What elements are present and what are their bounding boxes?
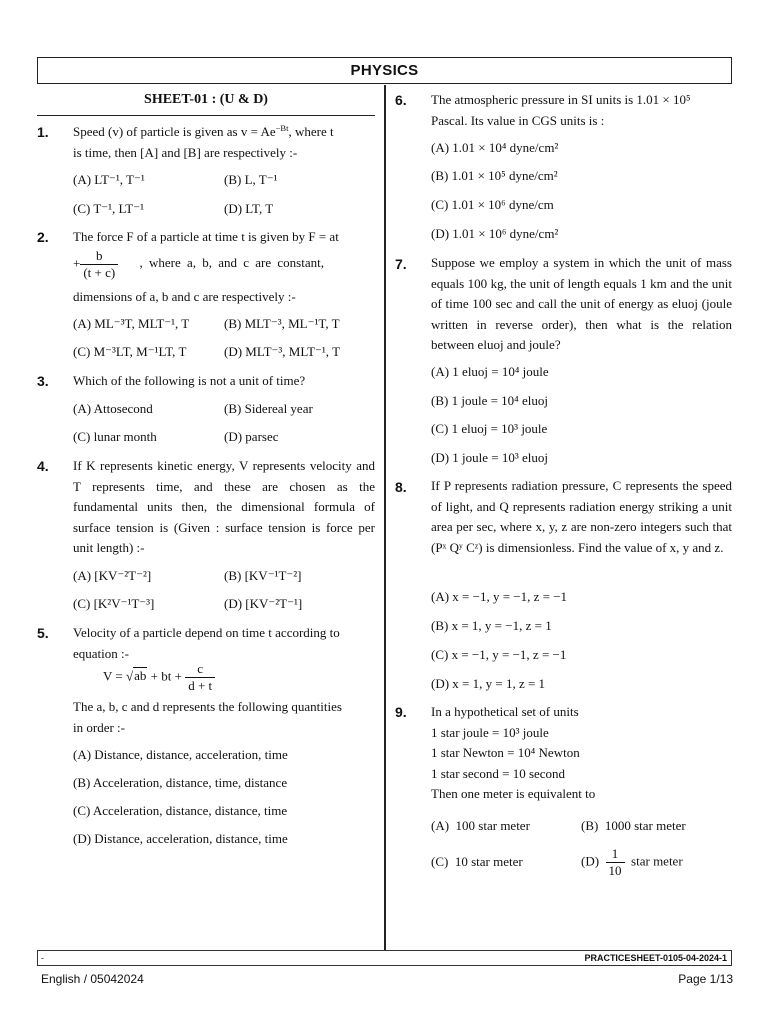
q2-line1: The force F of a particle at time t is given by F = at bbox=[73, 229, 339, 244]
q4-option-a[interactable]: (A) [KV⁻²T⁻²] bbox=[73, 568, 152, 583]
q2-option-b[interactable]: (B) MLT⁻³, ML⁻¹T, T bbox=[224, 316, 340, 331]
q3-option-d[interactable]: (D) parsec bbox=[224, 429, 279, 444]
q7-number: 7. bbox=[395, 256, 407, 272]
q5-equation: V = √ab + bt + $\frac{c}{d + t}$ bbox=[103, 661, 215, 694]
q2-fraction: $\frac{b}{(t + c)}$ bbox=[80, 248, 118, 281]
q6-option-a[interactable]: (A) 1.01 × 10⁴ dyne/cm² bbox=[431, 140, 559, 155]
q8-option-c[interactable]: (C) x = −1, y = −1, z = −1 bbox=[431, 647, 567, 662]
q5-line2: equation :- bbox=[73, 646, 129, 661]
subject-header: PHYSICS bbox=[37, 57, 732, 84]
q5-option-d[interactable]: (D) Distance, acceleration, distance, time bbox=[73, 831, 288, 846]
q8-option-d[interactable]: (D) x = 1, y = 1, z = 1 bbox=[431, 676, 546, 691]
q3-option-a[interactable]: (A) Attosecond bbox=[73, 401, 153, 416]
q4-option-b[interactable]: (B) [KV⁻¹T⁻²] bbox=[224, 568, 302, 583]
q6-line1: The atmospheric pressure in SI units is 1.01 × 10⁵ bbox=[431, 92, 691, 107]
q1-stem bbox=[73, 122, 378, 163]
q9-number: 9. bbox=[395, 704, 407, 720]
q6-option-b[interactable]: (B) 1.01 × 10⁵ dyne/cm² bbox=[431, 168, 558, 183]
q5-line4: in order :- bbox=[73, 720, 125, 735]
q2-number: 2. bbox=[37, 229, 49, 245]
q7-text: Suppose we employ a system in which the unit of mass equals 100 kg, the unit of length equals 1 km and the unit of time 100 sec and call the unit of energy as eluoj (joule written in reverse order), then what is the relation between eluoj and joule? bbox=[431, 255, 732, 352]
q4-text: If K represents kinetic energy, V represents velocity and T represents time, and these are chosen as the fundamental units then, the dimensional formula of surface tension is (Given : surface tension is force per unit length) :- bbox=[73, 458, 375, 555]
q8-option-b[interactable]: (B) x = 1, y = −1, z = 1 bbox=[431, 618, 552, 633]
q2-text-2: , where a, b, and c are constant, bbox=[139, 255, 324, 271]
q9-option-c[interactable]: (C) 10 star meter bbox=[431, 854, 523, 869]
q7-option-a[interactable]: (A) 1 eluoj = 10⁴ joule bbox=[431, 364, 549, 379]
q5-option-b[interactable]: (B) Acceleration, distance, time, distance bbox=[73, 775, 288, 790]
footer-language-date: English / 05042024 bbox=[41, 972, 144, 986]
q5-option-a[interactable]: (A) Distance, distance, acceleration, time bbox=[73, 747, 288, 762]
sheet-title: SHEET-01 : (U & D) bbox=[144, 92, 268, 107]
sheet-title-rule bbox=[37, 115, 375, 116]
q5-option-c[interactable]: (C) Acceleration, distance, distance, time bbox=[73, 803, 288, 818]
q7-option-b[interactable]: (B) 1 joule = 10⁴ eluoj bbox=[431, 393, 548, 408]
page-number: Page 1/13 bbox=[678, 972, 733, 986]
q1-exponent: −Bt bbox=[275, 123, 289, 133]
q6-option-d[interactable]: (D) 1.01 × 10⁶ dyne/cm² bbox=[431, 226, 559, 241]
q2-option-d[interactable]: (D) MLT⁻³, MLT⁻¹, T bbox=[224, 344, 341, 359]
q8-option-a[interactable]: (A) x = −1, y = −1, z = −1 bbox=[431, 589, 568, 604]
q1-option-a[interactable]: (A) LT⁻¹, T⁻¹ bbox=[73, 172, 145, 187]
q3-option-c[interactable]: (C) lunar month bbox=[73, 429, 157, 444]
q2-line2: + $\frac{b}{(t + c)}$ , where a, b, and c are constant, bbox=[73, 248, 324, 280]
q5-line1: Velocity of a particle depend on time t according to bbox=[73, 625, 340, 640]
q2-option-c[interactable]: (C) M⁻³LT, M⁻¹LT, T bbox=[73, 344, 187, 359]
q8-number: 8. bbox=[395, 479, 407, 495]
q4-option-c[interactable]: (C) [K²V⁻¹T⁻³] bbox=[73, 596, 155, 611]
q9-option-a[interactable]: (A) 100 star meter bbox=[431, 818, 530, 833]
q1-number: 1. bbox=[37, 124, 49, 140]
q7-option-c[interactable]: (C) 1 eluoj = 10³ joule bbox=[431, 421, 548, 436]
q6-option-c[interactable]: (C) 1.01 × 10⁶ dyne/cm bbox=[431, 197, 554, 212]
q7-option-d[interactable]: (D) 1 joule = 10³ eluoj bbox=[431, 450, 549, 465]
q4-number: 4. bbox=[37, 458, 49, 474]
q1-option-c[interactable]: (C) T⁻¹, LT⁻¹ bbox=[73, 201, 145, 216]
q1-option-d[interactable]: (D) LT, T bbox=[224, 201, 274, 216]
q1-option-b[interactable]: (B) L, T⁻¹ bbox=[224, 172, 278, 187]
column-divider bbox=[384, 85, 386, 950]
q1-text-2: is time, then [A] and [B] are respectively :- bbox=[73, 144, 298, 160]
footer-code-bar: - PRACTICESHEET-0105-04-2024-1 bbox=[37, 950, 732, 966]
q2-line3: dimensions of a, b and c are respectively :- bbox=[73, 289, 296, 304]
q3-number: 3. bbox=[37, 373, 49, 389]
q8-text: If P represents radiation pressure, C represents the speed of light, and Q represents radiation energy striking a unit area per sec, where x, y, z are non-zero integers such that (Pˣ Qʸ Cᶻ) is dimensionless. Find the value of x, y and z. bbox=[431, 478, 732, 555]
q1-text: Speed (v) of particle is given as v = Ae bbox=[73, 124, 276, 139]
q4-option-d[interactable]: (D) [KV⁻²T⁻¹] bbox=[224, 596, 303, 611]
q9-stem: In a hypothetical set of units 1 star joule = 10³ joule 1 star Newton = 10⁴ Newton 1 star second = 10 second Then one meter is equivalent to bbox=[431, 704, 596, 801]
q3-text: Which of the following is not a unit of time? bbox=[73, 373, 306, 388]
q2-option-a[interactable]: (A) ML⁻³T, MLT⁻¹, T bbox=[73, 316, 190, 331]
q5-line3: The a, b, c and d represents the following quantities bbox=[73, 699, 342, 714]
q9-option-b[interactable]: (B) 1000 star meter bbox=[581, 818, 686, 833]
q9-option-d[interactable]: (D) $\frac{1}{10}$ star meter bbox=[581, 846, 683, 878]
q6-line2: Pascal. Its value in CGS units is : bbox=[431, 113, 605, 128]
q5-number: 5. bbox=[37, 625, 49, 641]
sheet-code: PRACTICESHEET-0105-04-2024-1 bbox=[584, 953, 727, 963]
q6-number: 6. bbox=[395, 92, 407, 108]
q3-option-b[interactable]: (B) Sidereal year bbox=[224, 401, 313, 416]
q1-text-b: , where t bbox=[288, 124, 334, 139]
